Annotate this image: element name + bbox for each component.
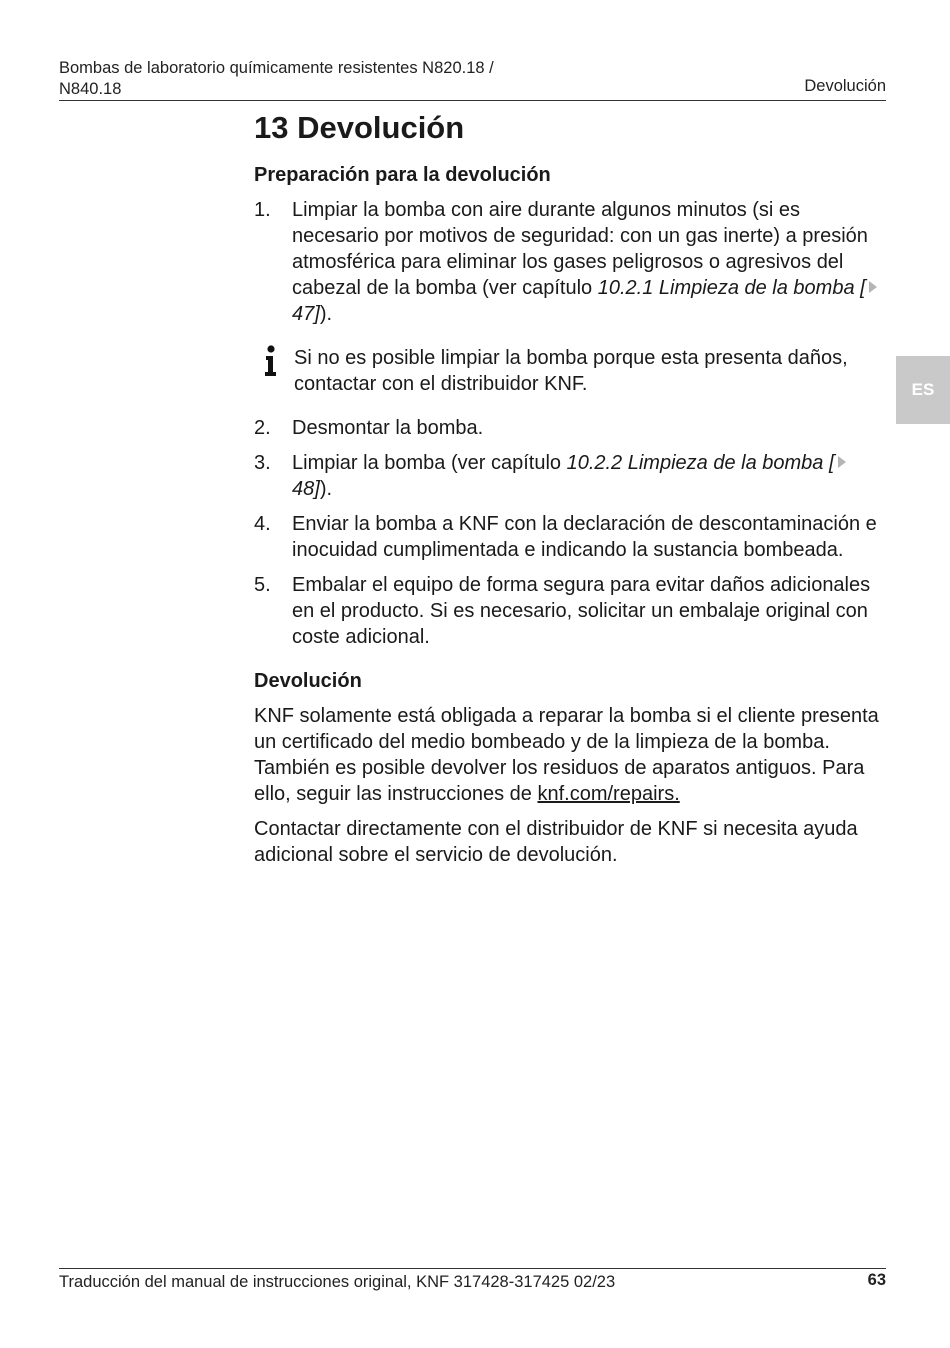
- page-arrow-icon: [838, 456, 846, 468]
- page-arrow-icon: [869, 281, 877, 293]
- main-content: [254, 108, 884, 877]
- step-3: [254, 450, 884, 502]
- return-heading: Devolución: [254, 670, 362, 692]
- step-text: Enviar la bomba a KNF con la declaración de descontaminación e inocuidad cumplimentada e indicando la sustancia bombeada.: [292, 513, 877, 561]
- step-number: 4.: [254, 513, 271, 535]
- chapter-reference-link[interactable]: 10.2.1 Limpieza de la bomba [47]: [292, 277, 880, 325]
- info-note-text: Si no es posible limpiar la bomba porque esta presenta daños, contactar con el distribuidor KNF.: [294, 347, 848, 395]
- step-5: [254, 572, 884, 650]
- step-number: 3.: [254, 452, 271, 474]
- preparation-heading: Preparación para la devolución: [254, 164, 551, 186]
- step-number: 2.: [254, 417, 271, 439]
- running-header-section: Devolución: [804, 77, 886, 95]
- header-title-line2: N840.18: [59, 80, 122, 98]
- return-paragraph-2: Contactar directamente con el distribuidor de KNF si necesita ayuda adicional sobre el servicio de devolución.: [254, 818, 858, 866]
- step-number: 1.: [254, 199, 271, 221]
- step-text: Limpiar la bomba (ver capítulo 10.2.2 Limpieza de la bomba [48]).: [292, 450, 884, 502]
- return-paragraph-1: KNF solamente está obligada a reparar la bomba si el cliente presenta un certificado del medio bombeado y de la limpieza de la bomba. También es posible devolver los residuos de aparatos antiguos. Para ello, seguir las instrucciones de knf.com/repairs.: [254, 705, 879, 805]
- step-text: Limpiar la bomba con aire durante algunos minutos (si es necesario por motivos de seguridad: con un gas inerte) a presión atmosférica para eliminar los gases peligrosos o agresivos del cabezal de la bomba (ver capítulo 10.2.1 Limpieza de la bomba [47]).: [292, 197, 884, 327]
- page-number: 63: [867, 1271, 886, 1289]
- header-divider: [59, 100, 886, 101]
- step-text: Embalar el equipo de forma segura para evitar daños adicionales en el producto. Si es necesario, solicitar un embalaje original con coste adicional.: [292, 574, 871, 648]
- info-note: [254, 345, 884, 397]
- running-header-title: [59, 58, 579, 100]
- info-icon: [254, 345, 294, 397]
- footer-divider: [59, 1268, 886, 1269]
- step-4: [254, 511, 884, 563]
- footer-text: Traducción del manual de instrucciones original, KNF 317428-317425 02/23: [59, 1273, 616, 1291]
- repairs-link[interactable]: knf.com/repairs.: [537, 783, 680, 805]
- step-2: [254, 415, 884, 441]
- step-1: [254, 197, 884, 327]
- chapter-title: 13 Devolución: [254, 110, 465, 145]
- step-text: Desmontar la bomba.: [292, 417, 484, 439]
- step-number: 5.: [254, 574, 271, 596]
- chapter-reference-link[interactable]: 10.2.2 Limpieza de la bomba [48]: [292, 452, 849, 500]
- language-tab: ES: [896, 356, 950, 424]
- header-title-line1: Bombas de laboratorio químicamente resistentes N820.18 /: [59, 59, 494, 77]
